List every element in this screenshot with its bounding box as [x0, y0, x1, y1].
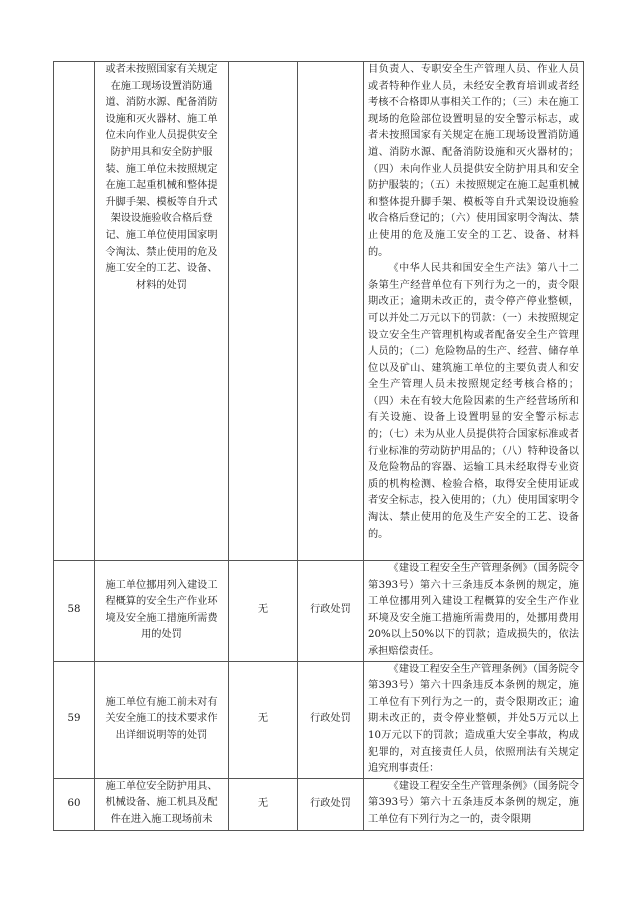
penalty-item: 施工单位挪用列入建设工程概算的安全生产作业环境及安全施工措施所需费用的处罚 — [95, 561, 229, 662]
penalty-type: 行政处罚 — [298, 561, 364, 662]
legal-basis — [364, 661, 584, 778]
penalty-type — [298, 62, 364, 561]
legal-paragraph: 《建设工程安全生产管理条例》（国务院令第393号）第六十五条违反本条例的规定，施工单位有下列行为之一的，责令限期 — [368, 780, 579, 825]
penalty-basis: 无 — [229, 561, 298, 662]
legal-paragraph: 《建设工程安全生产管理条例》（国务院令第393号）第六十四条违反本条例的规定，施工单位有下列行为之一的，责令限期改正；逾期未改正的，责令停业整顿，并处5万元以上10万元以下的罚款；造成重大安全事故，构成犯罪的，对直接责任人员，依照刑法有关规定追究刑事责任： — [368, 663, 579, 775]
row-number: 59 — [54, 661, 95, 778]
penalty-table — [53, 61, 584, 831]
penalty-basis: 无 — [229, 661, 298, 778]
penalty-basis — [229, 62, 298, 561]
row-number: 60 — [54, 778, 95, 830]
penalty-item: 施工单位有施工前未对有关安全施工的技术要求作出详细说明等的处罚 — [95, 661, 229, 778]
table-row — [54, 778, 584, 830]
penalty-item: 或者未按照国家有关规定在施工现场设置消防通道、消防水源、配备消防设施和灭火器材、施工单位未向作业人员提供安全防护用具和安全防护服装、施工单位未按照规定在施工起重机械和整体提升脚手架、模板等自升式架设设施验收合格后登记、施工单位使用国家明令淘汰、禁止使用的危及施工安全的工艺、设备、材料的处罚 — [95, 62, 229, 561]
legal-paragraph: 目负责人、专职安全生产管理人员、作业人员或者特种作业人员，未经安全教育培训或者经考核不合格即从事相关工作的；（三）未在施工现场的危险部位设置明显的安全警示标志，或者未按照国家有关规定在施工现场设置消防通道、消防水源、配备消防设施和灭火器材的；（四）未向作业人员提供安全防护用具和安全防护服装的；（五）未按照规定在施工起重机械和整体提升脚手架、模板等自升式架设设施验收合格后登记的；（六）使用国家明令淘汰、禁止使用的危及施工安全的工艺、设备、材料的。 — [368, 64, 579, 258]
row-number: 58 — [54, 561, 95, 662]
table-row — [54, 561, 584, 662]
legal-basis — [364, 561, 584, 662]
legal-paragraph: 《中华人民共和国安全生产法》第八十二条第生产经营单位有下列行为之一的，责令限期改正；逾期未改正的，责令停产停业整顿，可以并处二万元以下的罚款：（一）未按照规定设立安全生产管理机构或者配备安全生产管理人员的；（二）危险物品的生产、经营、储存单位以及矿山、建筑施工单位的主要负责人和安全生产管理人员未按照规定经考核合格的；（四）未在有较大危险因素的生产经营场所和有关设施、设备上设置明显的安全警示标志的；（七）未为从业人员提供符合国家标准或者行业标准的劳动防护用品的；（八）特种设备以及危险物品的容器、运输工具未经取得专业资质的机构检测、检验合格，取得安全使用证或者安全标志，投入使用的；（九）使用国家明令淘汰、禁止使用的危及生产安全的工艺、设备的。 — [368, 263, 579, 540]
legal-basis — [364, 62, 584, 561]
penalty-item: 施工单位安全防护用具、机械设备、施工机具及配件在进入施工现场前未 — [95, 778, 229, 830]
penalty-type: 行政处罚 — [298, 661, 364, 778]
row-number — [54, 62, 95, 561]
table-row — [54, 62, 584, 561]
legal-paragraph: 《建设工程安全生产管理条例》（国务院令第393号）第六十三条违反本条例的规定，施工单位挪用列入建设工程概算的安全生产作业环境及安全施工措施所需费用的，处挪用费用20%以上50%以下的罚款；造成损失的，依法承担赔偿责任。 — [368, 563, 579, 657]
table-row — [54, 661, 584, 778]
legal-basis — [364, 778, 584, 830]
penalty-basis: 无 — [229, 778, 298, 830]
penalty-type: 行政处罚 — [298, 778, 364, 830]
